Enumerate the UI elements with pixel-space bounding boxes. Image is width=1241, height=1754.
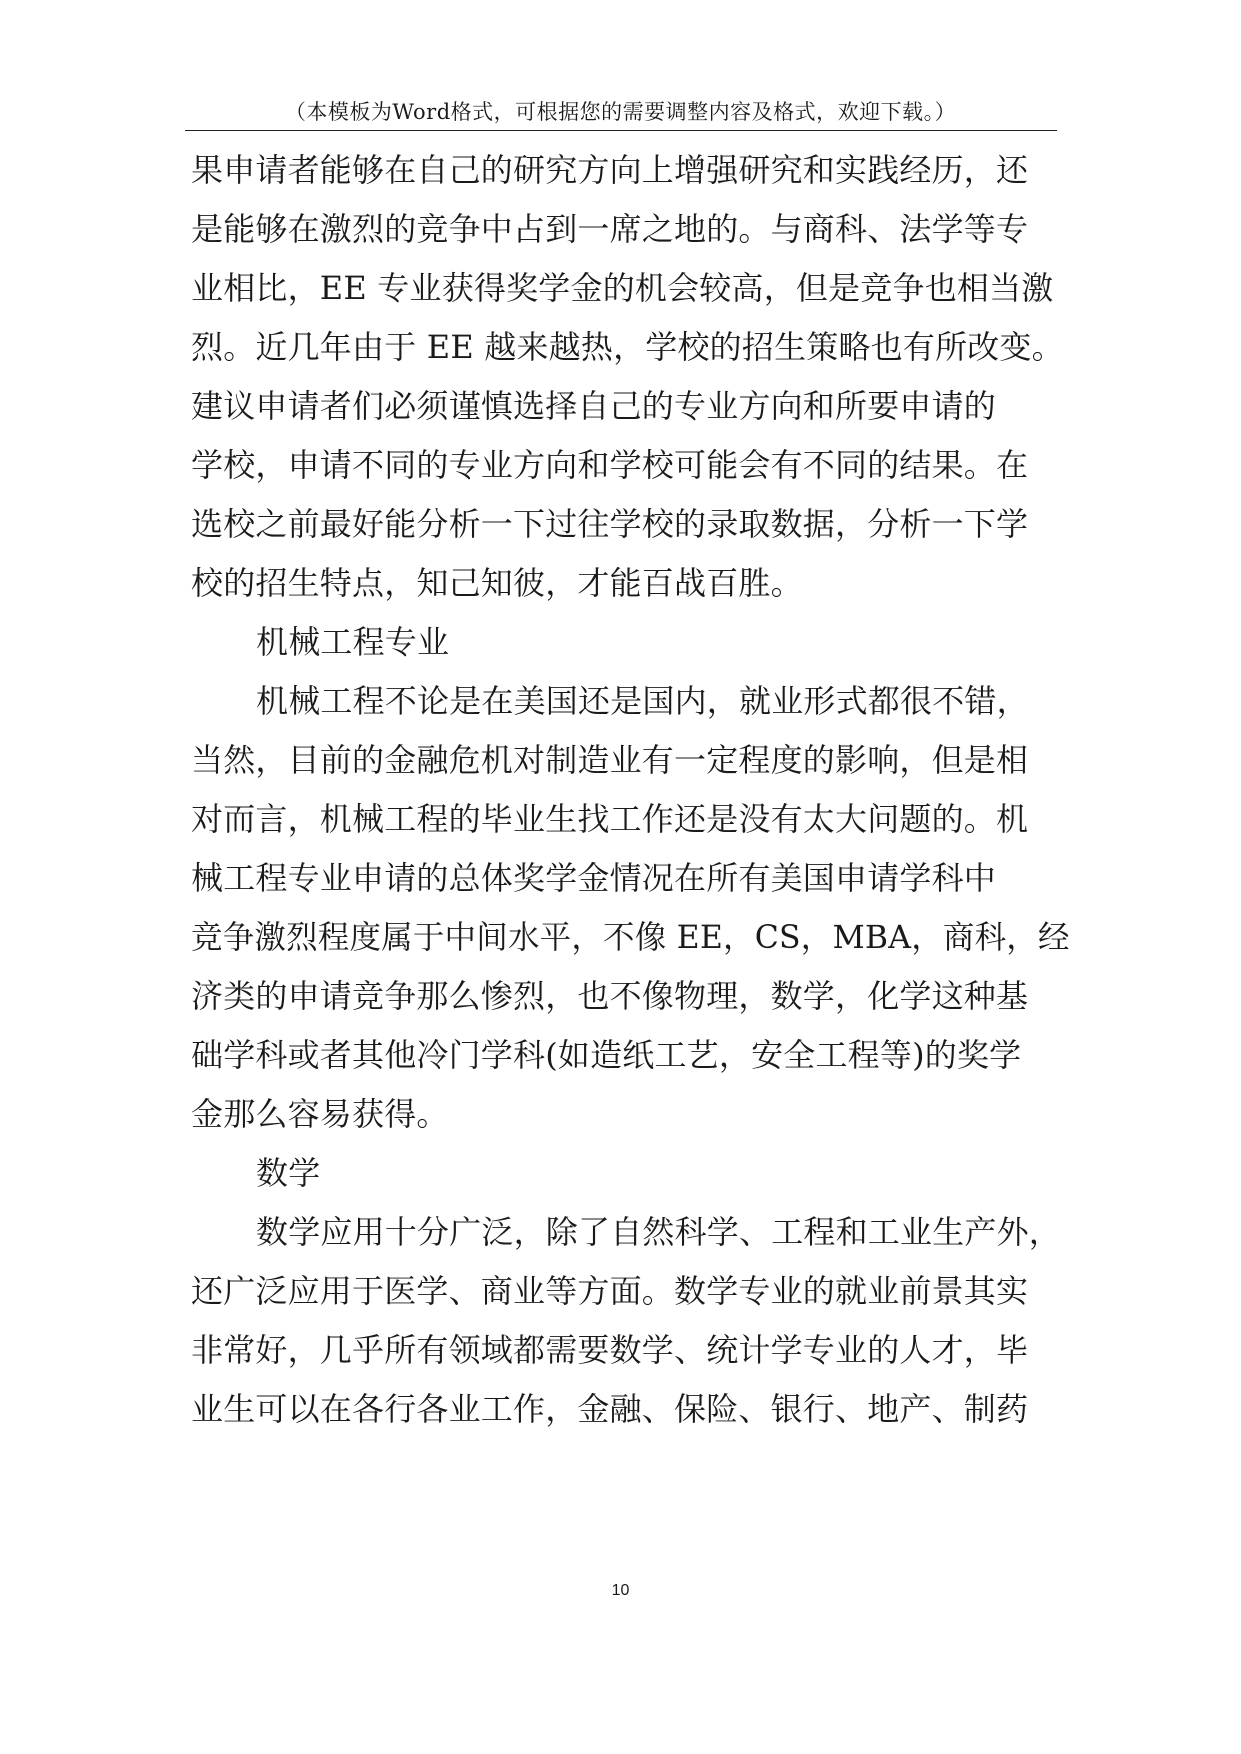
body-line: 校的招生特点，知己知彼，才能百战百胜。 — [191, 564, 803, 602]
body-line: 数学应用十分广泛，除了自然科学、工程和工业生产外， — [256, 1213, 1062, 1251]
body-line: 竞争激烈程度属于中间水平，不像 EE，CS，MBA，商科，经 — [191, 918, 1070, 956]
body-line: 是能够在激烈的竞争中占到一席之地的。与商科、法学等专 — [191, 210, 1029, 248]
body-line: 建议申请者们必须谨慎选择自己的专业方向和所要申请的 — [191, 387, 997, 425]
body-line: 业生可以在各行各业工作，金融、保险、银行、地产、制药 — [191, 1390, 1029, 1428]
body-line: 对而言，机械工程的毕业生找工作还是没有太大问题的。机 — [191, 800, 1029, 838]
body-line: 机械工程不论是在美国还是国内，就业形式都很不错， — [256, 682, 1029, 720]
body-line: 济类的申请竞争那么惨烈，也不像物理，数学，化学这种基 — [191, 977, 1029, 1015]
body-line: 学校，申请不同的专业方向和学校可能会有不同的结果。在 — [191, 446, 1029, 484]
body-line: 础学科或者其他冷门学科(如造纸工艺，安全工程等)的奖学 — [191, 1036, 1022, 1074]
body-line: 烈。近几年由于 EE 越来越热，学校的招生策略也有所改变。 — [191, 328, 1064, 366]
body-line: 非常好，几乎所有领域都需要数学、统计学专业的人才，毕 — [191, 1331, 1029, 1369]
body-line: 业相比，EE 专业获得奖学金的机会较高，但是竞争也相当激 — [191, 269, 1054, 307]
body-line: 金那么容易获得。 — [191, 1095, 449, 1133]
header-divider — [185, 130, 1057, 131]
body-line: 械工程专业申请的总体奖学金情况在所有美国申请学科中 — [191, 859, 997, 897]
page-number: 10 — [611, 1582, 630, 1599]
body-line: 选校之前最好能分析一下过往学校的录取数据，分析一下学 — [191, 505, 1029, 543]
section-heading-mathematics: 数学 — [256, 1154, 321, 1192]
body-line: 还广泛应用于医学、商业等方面。数学专业的就业前景其实 — [191, 1272, 1029, 1310]
body-line: 果申请者能够在自己的研究方向上增强研究和实践经历，还 — [191, 151, 1029, 189]
template-notice-header: （本模板为Word格式，可根据您的需要调整内容及格式，欢迎下载。） — [284, 100, 957, 124]
body-line: 当然，目前的金融危机对制造业有一定程度的影响，但是相 — [191, 741, 1029, 779]
section-heading-mechanical-engineering: 机械工程专业 — [256, 623, 450, 661]
